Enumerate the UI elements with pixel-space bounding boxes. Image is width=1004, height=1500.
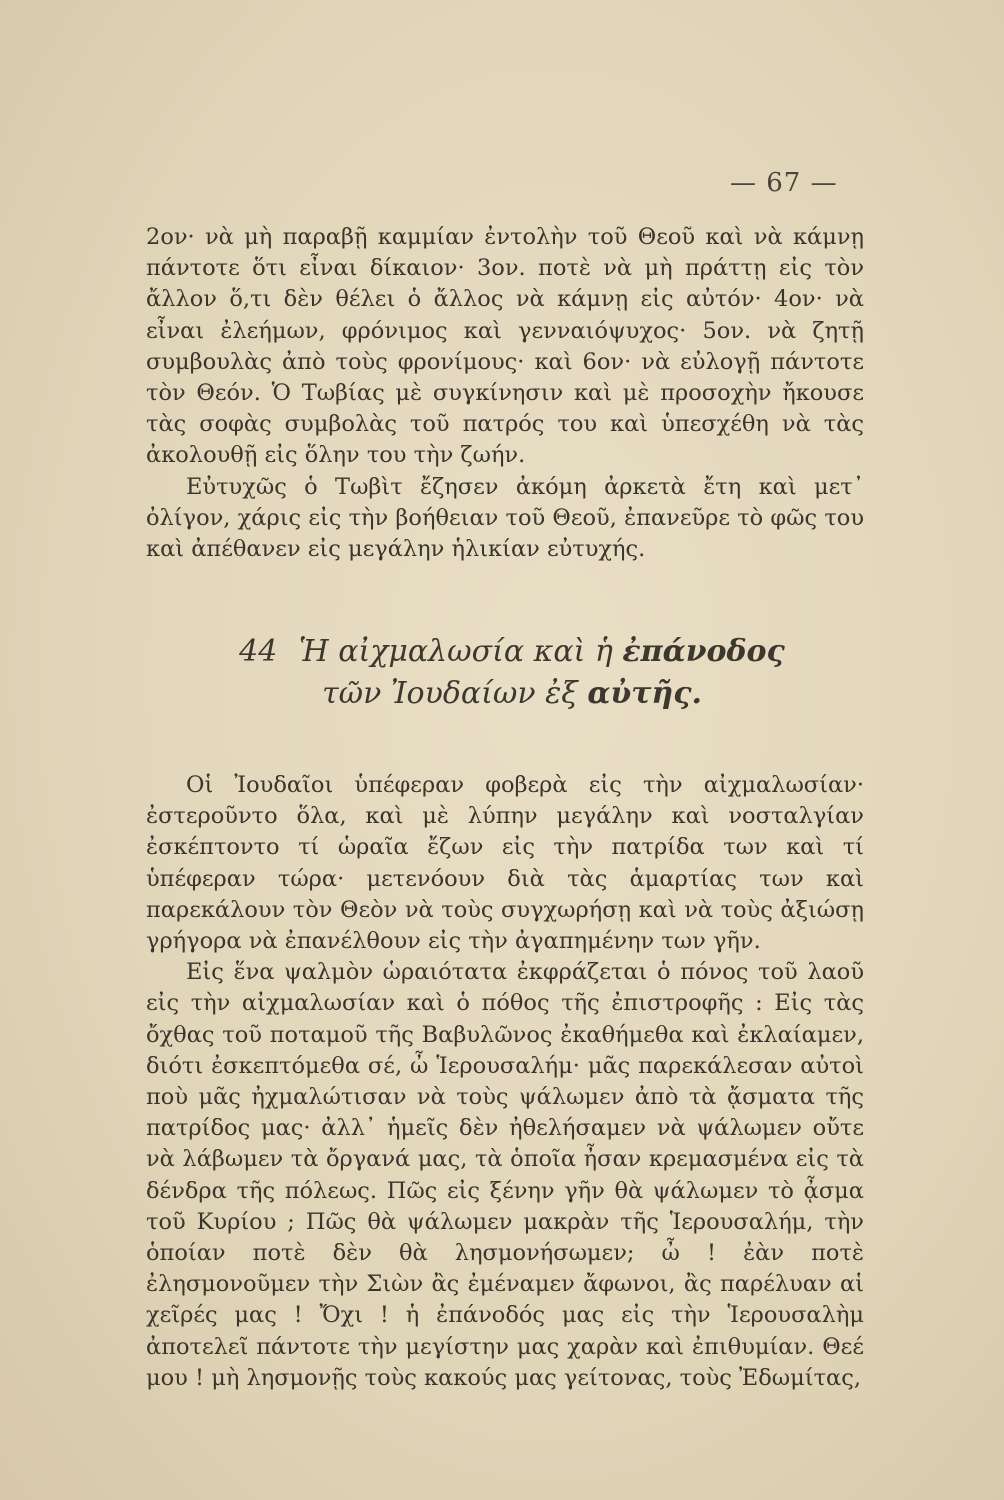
text-block-captivity: [146, 770, 864, 1394]
paragraph: Εὐτυχῶς ὁ Τωβὶτ ἔζησεν ἀκόμη ἀρκετὰ ἔτη καὶ μετ᾽ ὀλίγον, χάρις εἰς τὴν βοήθειαν τοῦ Θεοῦ, ἐπανεῦρε τὸ φῶς του καὶ ἀπέθανεν εἰς μεγάλην ἡλικίαν εὐτυχής.: [146, 473, 864, 563]
chapter-title-part: Ἡ αἰχμαλωσία καὶ ἡ: [298, 634, 613, 669]
paragraph: Εἰς ἕνα ψαλμὸν ὡραιότατα ἐκφράζεται ὁ πόνος τοῦ λαοῦ εἰς τὴν αἰχμαλωσίαν καὶ ὁ πόθος τῆς ἐπιστροφῆς : Εἰς τὰς ὄχθας τοῦ ποταμοῦ τῆς Βαβυλῶνος ἐκαθήμεθα καὶ ἐκλαίαμεν, διότι ἐσκεπτόμεθα σέ, ὦ Ἱερουσαλήμ· μᾶς παρεκάλεσαν αὐτοὶ ποὺ μᾶς ἠχμαλώτισαν νὰ τοὺς ψάλωμεν ἀπὸ τὰ ᾄσματα τῆς πατρίδος μας· ἀλλ᾽ ἡμεῖς δὲν ἠθελήσαμεν νὰ ψάλωμεν οὔτε νὰ λάβωμεν τὰ ὄργανά μας, τὰ ὁποῖα ἦσαν κρεμασμένα εἰς τὰ δένδρα τῆς πόλεως. Πῶς εἰς ξένην γῆν θὰ ψάλωμεν τὸ ᾆσμα τοῦ Κυρίου ; Πῶς θὰ ψάλωμεν μακρὰν τῆς Ἱερουσαλήμ, τὴν ὁποίαν ποτὲ δὲν θὰ λησμονήσωμεν; ὦ ! ἐὰν ποτὲ ἐλησμονοῦμεν τὴν Σιὼν ἂς ἐμέναμεν ἄφωνοι, ἂς παρέλυαν αἱ χεῖρές μας ! Ὄχι ! ἡ ἐπάνοδός μας εἰς τὴν Ἱερουσαλὴμ ἀποτελεῖ πάντοτε τὴν μεγίστην μας χαρὰν καὶ ἐπιθυμίαν. Θεέ μου ! μὴ λησμονῇς τοὺς κακούς μας γείτονας, τοὺς Ἐδωμίτας,: [146, 959, 864, 1391]
paragraph: Οἱ Ἰουδαῖοι ὑπέφεραν φοβερὰ εἰς τὴν αἰχμαλωσίαν· ἐστεροῦντο ὅλα, καὶ μὲ λύπην μεγάλην καὶ νοσταλγίαν ἐσκέπτοντο τί ὡραῖα ἔζων εἰς τὴν πατρίδα των καὶ τί ὑπέφεραν τώρα· μετενόουν διὰ τὰς ἁμαρτίας των καὶ παρεκάλουν τὸν Θεὸν νὰ τοὺς συγχωρήσῃ καὶ νὰ τοὺς ἀξιώσῃ γρήγορα νὰ ἐπανέλθουν εἰς τὴν ἀγαπημένην των γῆν.: [146, 772, 864, 955]
chapter-title-part: τῶν Ἰουδαίων ἐξ: [322, 676, 578, 711]
paragraph: 2ον· νὰ μὴ παραβῇ καμμίαν ἐντολὴν τοῦ Θεοῦ καὶ νὰ κάμνῃ πάντοτε ὅτι εἶναι δίκαιον· 3ον. ποτὲ νὰ μὴ πράττῃ εἰς τὸν ἄλλον ὅ,τι δὲν θέλει ὁ ἄλλος νὰ κάμνῃ εἰς αὐτόν· 4ον· νὰ εἶναι ἐλεήμων, φρόνιμος καὶ γενναιόψυχος· 5ον. νὰ ζητῇ συμβουλὰς ἀπὸ τοὺς φρονίμους· καὶ 6ον· νὰ εὐλογῇ πάντοτε τὸν Θεόν. Ὁ Τωβίας μὲ συγκίνησιν καὶ μὲ προσοχὴν ἤκουσε τὰς σοφὰς συμβολὰς τοῦ πατρός του καὶ ὑπεσχέθη νὰ τὰς ἀκολουθῇ εἰς ὅλην του τὴν ζωήν.: [146, 224, 864, 469]
chapter-number: 44: [239, 634, 278, 669]
chapter-title-bold: ἐπάνοδος: [622, 634, 785, 669]
page-number: — 67 —: [730, 168, 838, 198]
text-block-tobit: [146, 222, 864, 565]
chapter-title-bold: αὐτῆς.: [587, 676, 702, 711]
chapter-heading-line-1: [146, 630, 864, 674]
chapter-heading-line-2: [146, 672, 864, 716]
